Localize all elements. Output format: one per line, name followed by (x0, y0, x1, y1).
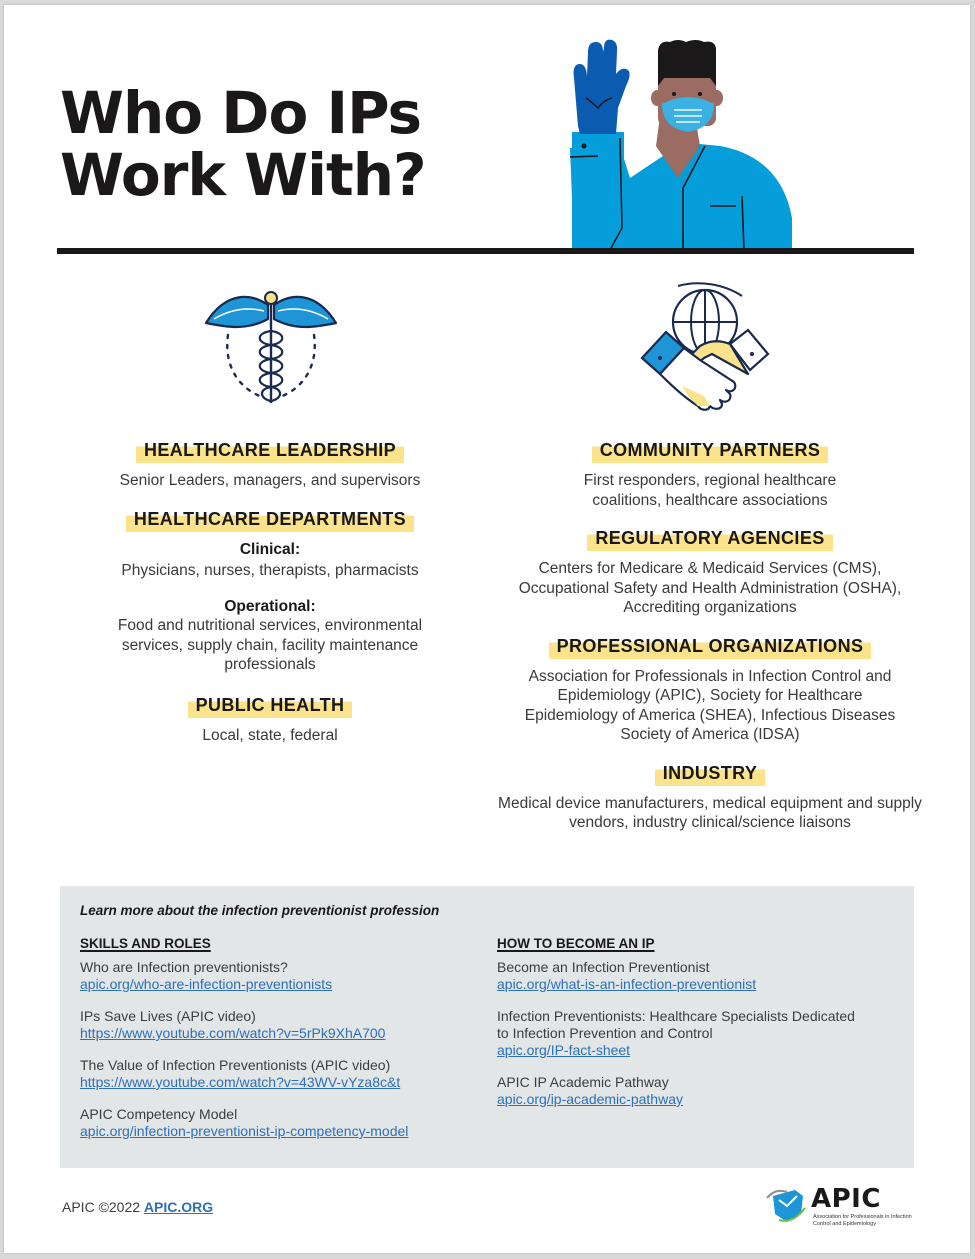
resource-item (497, 959, 897, 993)
skills-and-roles-column (80, 936, 490, 1155)
section-community-partners (497, 436, 923, 510)
resource-item (497, 1074, 897, 1108)
section-heading: PROFESSIONAL ORGANIZATIONS (549, 632, 872, 659)
apic-logo-wordmark: APIC (811, 1184, 881, 1214)
resource-link[interactable]: apic.org/what-is-an-infection-preventionist (497, 976, 757, 992)
apic-logo (765, 1184, 925, 1234)
clinical-label: Clinical: (239, 540, 301, 558)
resource-item (80, 1106, 490, 1140)
resource-item (80, 1008, 490, 1042)
section-healthcare-leadership (62, 436, 478, 491)
section-text: First responders, regional healthcare coalitions, healthcare associations (583, 472, 837, 509)
resource-item (80, 1057, 490, 1091)
operational-label: Operational: (224, 597, 316, 615)
section-heading: INDUSTRY (655, 759, 766, 786)
resource-title: The Value of Infection Preventionists (APIC video) (80, 1057, 391, 1073)
section-text: Medical device manufacturers, medical equipment and supply vendors, industry clinical/science liaisons (498, 794, 922, 831)
copyright-text: APIC ©2022 (62, 1199, 141, 1215)
how-to-become-column (497, 936, 897, 1123)
section-text: Association for Professionals in Infection Control and Epidemiology (APIC), Society for Healthcare Epidemiology of America (SHEA), Infectious Diseases Society of America (IDSA) (524, 667, 896, 743)
section-text: Local, state, federal (202, 726, 338, 744)
resource-title: APIC IP Academic Pathway (497, 1074, 669, 1090)
resource-title: Become an Infection Preventionist (497, 959, 710, 975)
resource-item (497, 1008, 897, 1059)
section-professional-organizations (497, 632, 923, 745)
skills-heading: SKILLS AND ROLES (80, 936, 211, 951)
apic-shield-icon (765, 1184, 809, 1224)
resource-title: APIC Competency Model (80, 1106, 238, 1122)
section-heading: HEALTHCARE LEADERSHIP (136, 436, 404, 463)
operational-text: Food and nutritional services, environmental services, supply chain, facility maintenance professionals (117, 617, 423, 673)
resource-link[interactable]: https://www.youtube.com/watch?v=43WV-vYza8c&t (80, 1074, 401, 1090)
resource-link[interactable]: apic.org/infection-preventionist-ip-competency-model (80, 1123, 409, 1139)
left-column (62, 436, 478, 745)
resource-link[interactable]: https://www.youtube.com/watch?v=5rPk9XhA700 (80, 1025, 386, 1041)
caduceus-icon (196, 283, 346, 413)
section-healthcare-departments (62, 505, 478, 675)
resource-title: IPs Save Lives (APIC video) (80, 1008, 256, 1024)
section-public-health (62, 691, 478, 746)
section-heading: PUBLIC HEALTH (188, 691, 353, 718)
resource-link[interactable]: apic.org/ip-academic-pathway (497, 1091, 683, 1107)
section-text: Centers for Medicare & Medicaid Services (CMS), Occupational Safety and Health Administration (OSHA), Accrediting organizations (518, 560, 902, 616)
section-heading: COMMUNITY PARTNERS (592, 436, 829, 463)
footer-copyright (62, 1199, 213, 1215)
title-line-1: Who Do IPs (60, 79, 422, 147)
apic-site-link[interactable]: APIC.ORG (143, 1199, 214, 1215)
resources-intro: Learn more about the infection preventionist profession (80, 903, 440, 918)
resources-panel (60, 886, 914, 1168)
page-title (60, 79, 426, 209)
apic-logo-subtitle: Association for Professionals in Infection Control and Epidemiology (813, 1214, 912, 1227)
section-heading: HEALTHCARE DEPARTMENTS (126, 505, 414, 532)
section-heading: REGULATORY AGENCIES (587, 524, 832, 551)
resource-item (80, 959, 490, 993)
waving-healthcare-worker-illustration (560, 28, 810, 250)
clinical-text: Physicians, nurses, therapists, pharmacists (121, 562, 419, 579)
section-text: Senior Leaders, managers, and supervisors (119, 472, 421, 489)
resource-title: Infection Preventionists: Healthcare Specialists Dedicated to Infection Prevention and Control (497, 1008, 855, 1041)
resource-link[interactable]: apic.org/who-are-infection-preventionists (80, 976, 333, 992)
section-industry (497, 759, 923, 833)
resource-link[interactable]: apic.org/IP-fact-sheet (497, 1042, 631, 1058)
right-column (497, 436, 923, 833)
title-divider (57, 248, 914, 254)
handshake-globe-icon (630, 282, 780, 414)
section-regulatory-agencies (497, 524, 923, 618)
become-heading: HOW TO BECOME AN IP (497, 936, 655, 951)
resource-title: Who are Infection preventionists? (80, 959, 288, 975)
title-line-2: Work With? (60, 141, 426, 209)
